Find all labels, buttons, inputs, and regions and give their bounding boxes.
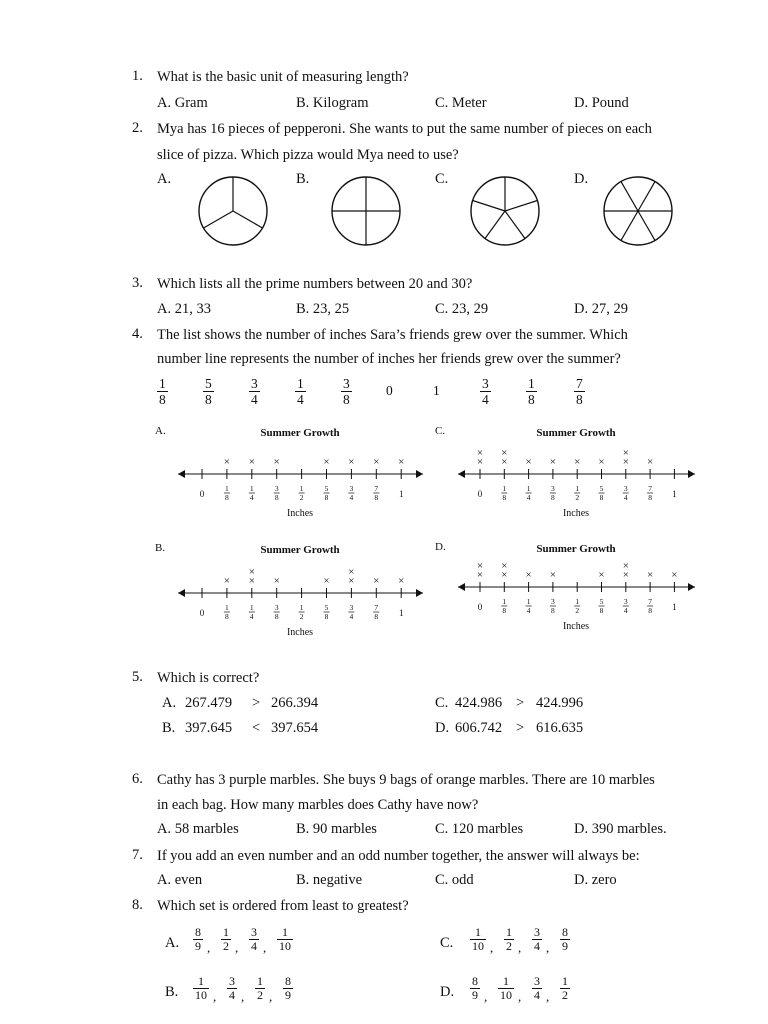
comma-separator: ,: [241, 989, 245, 1004]
tick-label-numerator: 1: [502, 597, 507, 606]
tick-label-numerator: 3: [623, 484, 628, 493]
q4-value: [203, 376, 214, 407]
data-x-mark: ×: [348, 456, 355, 468]
data-x-mark: ×: [348, 566, 355, 578]
comma-separator: ,: [263, 940, 267, 955]
q7-option-c: C. odd: [435, 872, 474, 888]
q7-text: If you add an even number and an odd number together, the answer will always be:: [157, 848, 640, 864]
q8-fraction: [221, 926, 231, 953]
tick-label-numerator: 1: [575, 484, 580, 493]
axis-arrow-left: [458, 470, 465, 478]
denominator: 2: [562, 988, 568, 1002]
pizza-diagrams: [0, 165, 768, 255]
tick-label-numerator: 7: [374, 603, 379, 612]
numerator: 1: [475, 925, 481, 939]
numerator: 8: [562, 925, 568, 939]
axis-arrow-right: [688, 583, 695, 591]
denominator: 4: [229, 988, 235, 1002]
tick-label: 0: [199, 608, 205, 618]
q8-fraction: [498, 975, 514, 1002]
numerator: 3: [229, 974, 235, 988]
tick-label-denominator: 4: [526, 493, 531, 502]
data-x-mark: ×: [671, 569, 678, 581]
q5-option-c-op: >: [516, 695, 525, 711]
tick-label-numerator: 1: [249, 484, 254, 493]
data-x-mark: ×: [323, 575, 330, 587]
q8-fraction: [560, 926, 570, 953]
plot-label: D.: [435, 541, 446, 553]
tick-label-denominator: 4: [349, 493, 354, 502]
tick-label-numerator: 5: [599, 597, 604, 606]
tick-label-numerator: 3: [274, 603, 279, 612]
q8-number: 8.: [132, 897, 143, 913]
tick-label-denominator: 8: [502, 606, 507, 615]
tick-label-denominator: 8: [551, 606, 555, 615]
tick-label-numerator: 1: [225, 484, 229, 493]
q8-fraction: [249, 926, 259, 953]
tick-label-numerator: 7: [648, 484, 652, 493]
denominator: 8: [343, 392, 350, 407]
plot-c: [435, 425, 695, 519]
numerator: 1: [297, 376, 304, 391]
numerator: 1: [503, 974, 509, 988]
tick-label-denominator: 8: [225, 612, 229, 621]
q1-option-c: C. Meter: [435, 95, 487, 111]
data-x-mark: ×: [549, 569, 557, 581]
pizza-a: [199, 177, 267, 245]
tick-label-numerator: 7: [648, 597, 652, 606]
q5-number: 5.: [132, 669, 143, 685]
q5-option-a-right: 266.394: [271, 695, 319, 711]
denominator: 4: [251, 939, 257, 953]
data-x-mark: ×: [525, 569, 532, 581]
q6-option-a: A. 58 marbles: [157, 821, 239, 837]
data-x-mark: ×: [622, 569, 629, 581]
pizza-d: [604, 177, 672, 245]
comma-separator: ,: [269, 989, 273, 1004]
tick-label: 1: [672, 489, 677, 499]
q6-option-c: C. 120 marbles: [435, 821, 524, 837]
tick-label-numerator: 1: [299, 484, 304, 493]
tick-label-denominator: 2: [575, 606, 580, 615]
data-x-mark: ×: [501, 560, 508, 572]
data-x-mark: ×: [476, 560, 484, 572]
numerator: 8: [195, 925, 201, 939]
data-x-mark: ×: [223, 575, 231, 587]
denominator: 4: [297, 392, 304, 407]
q8-fraction: [504, 926, 514, 953]
tick-label-numerator: 5: [324, 603, 329, 612]
data-x-mark: ×: [373, 456, 380, 468]
plot-label: C.: [435, 425, 446, 437]
tick-label: 0: [477, 602, 483, 612]
tick-label: 1: [398, 489, 404, 499]
comma-separator: ,: [213, 989, 217, 1004]
q5-option-b-left: 397.645: [185, 720, 233, 736]
q4-value: [295, 376, 306, 407]
q8-fraction: [193, 926, 203, 953]
pizza-slice-cut: [638, 211, 655, 240]
comma-separator: ,: [546, 989, 550, 1004]
q5-option-b-right: 397.654: [271, 720, 319, 736]
data-x-mark: ×: [476, 447, 484, 459]
numerator: 3: [534, 974, 540, 988]
q8-fraction: [560, 975, 570, 1002]
tick-label: 1: [672, 602, 677, 612]
tick-label-numerator: 1: [526, 597, 531, 606]
data-x-mark: ×: [598, 456, 605, 468]
data-x-mark: ×: [348, 575, 355, 587]
q6-text-line2: in each bag. How many marbles does Cathy have now?: [157, 797, 479, 813]
q6-option-d: D. 390 marbles.: [574, 821, 667, 837]
q7-option-a: A. even: [157, 872, 203, 888]
q7-number: 7.: [132, 847, 143, 863]
tick-label: 1: [398, 608, 404, 618]
q1-number: 1.: [132, 68, 143, 84]
pizza-c: [471, 177, 539, 245]
numerator: 3: [343, 376, 350, 391]
q5-option-d-left: 606.742: [455, 720, 503, 736]
data-x-mark: ×: [398, 456, 405, 468]
q3-option-d: D. 27, 29: [574, 301, 628, 317]
q5-option-d-right: 616.635: [536, 720, 584, 736]
data-x-mark: ×: [501, 447, 508, 459]
q6-number: 6.: [132, 771, 143, 787]
denominator: 2: [506, 939, 512, 953]
axis-label: Inches: [286, 508, 314, 519]
q8-option-b-label: B.: [165, 984, 179, 1000]
q4-value: [157, 376, 168, 407]
numerator: 8: [285, 974, 291, 988]
pizza-b: [332, 177, 400, 245]
tick-label-numerator: 3: [551, 484, 555, 493]
q4-value: [249, 376, 260, 407]
q8-option-c-label: C.: [440, 935, 454, 951]
numerator: 3: [251, 925, 257, 939]
pizza-slice-cut: [621, 182, 638, 211]
plot-d: [435, 541, 695, 632]
comma-separator: ,: [235, 940, 239, 955]
q8-fraction: [227, 975, 237, 1002]
numerator: 1: [506, 925, 512, 939]
tick-label-denominator: 2: [299, 493, 304, 502]
data-x-mark: ×: [323, 456, 330, 468]
plot-title: Summer Growth: [260, 427, 340, 439]
denominator: 10: [472, 939, 484, 953]
data-x-mark: ×: [248, 575, 255, 587]
data-x-mark: ×: [398, 575, 405, 587]
q1-text: What is the basic unit of measuring length?: [157, 69, 409, 85]
q4-text-line1: The list shows the number of inches Sara’s friends grew over the summer. Which: [157, 327, 628, 343]
q7-option-b: B. negative: [296, 872, 363, 888]
data-x-mark: ×: [525, 456, 532, 468]
tick-label-denominator: 8: [648, 606, 652, 615]
tick-label-numerator: 3: [274, 484, 279, 493]
denominator: 2: [257, 988, 263, 1002]
tick-label-denominator: 8: [324, 612, 329, 621]
q8-fraction: [277, 926, 293, 953]
data-x-mark: ×: [273, 456, 280, 468]
q5-option-d-label: D.: [435, 720, 450, 736]
denominator: 8: [159, 392, 166, 407]
q8-option-a-label: A.: [165, 935, 180, 951]
q3-option-c: C. 23, 29: [435, 301, 489, 317]
data-x-mark: ×: [646, 456, 654, 468]
tick-label-denominator: 2: [575, 493, 580, 502]
axis-arrow-left: [178, 589, 185, 597]
tick-label-numerator: 1: [526, 484, 531, 493]
data-x-mark: ×: [273, 575, 280, 587]
tick-label-numerator: 1: [502, 484, 507, 493]
q8-fraction: [193, 975, 209, 1002]
q5-option-a-op: >: [252, 695, 261, 711]
q1-option-a: A. Gram: [157, 95, 208, 111]
q8-text: Which set is ordered from least to greatest?: [157, 898, 409, 914]
q7-option-d: D. zero: [574, 872, 617, 888]
comma-separator: ,: [518, 989, 522, 1004]
data-x-mark: ×: [223, 456, 231, 468]
q1-option-d: D. Pound: [574, 95, 629, 111]
q8-fraction: [470, 926, 486, 953]
q4-value: [574, 376, 585, 407]
tick-label-denominator: 4: [623, 493, 628, 502]
q8-fraction: [532, 926, 542, 953]
plot-label: A.: [155, 425, 166, 437]
q5-option-c-left: 424.986: [455, 695, 503, 711]
data-x-mark: ×: [476, 456, 484, 468]
axis-arrow-right: [688, 470, 695, 478]
q5-text: Which is correct?: [157, 670, 260, 686]
plot-title: Summer Growth: [536, 427, 616, 439]
tick-label-denominator: 4: [249, 612, 254, 621]
q4-value: [480, 376, 491, 407]
q2-text-line2: slice of pizza. Which pizza would Mya need to use?: [157, 147, 459, 163]
q3-option-b: B. 23, 25: [296, 301, 350, 317]
denominator: 8: [205, 392, 212, 407]
plot-title: Summer Growth: [536, 543, 616, 555]
numerator: 1: [159, 376, 166, 391]
tick-label-denominator: 8: [551, 493, 555, 502]
q6-option-b: B. 90 marbles: [296, 821, 377, 837]
tick-label-numerator: 5: [599, 484, 604, 493]
tick-label-denominator: 8: [502, 493, 507, 502]
tick-label-denominator: 8: [599, 493, 604, 502]
numerator: 3: [482, 376, 489, 391]
denominator: 4: [534, 939, 540, 953]
numerator: 5: [205, 376, 212, 391]
tick-label-denominator: 8: [274, 612, 279, 621]
q8-option-d-label: D.: [440, 984, 455, 1000]
data-x-mark: ×: [646, 569, 654, 581]
q8-fraction: [255, 975, 265, 1002]
numerator: 8: [472, 974, 478, 988]
q5-option-a-label: A.: [162, 695, 177, 711]
q2-text-line1: Mya has 16 pieces of pepperoni. She wants to put the same number of pieces on each: [157, 121, 652, 137]
tick-label: 0: [199, 489, 205, 499]
data-x-mark: ×: [476, 569, 484, 581]
data-x-mark: ×: [549, 456, 557, 468]
axis-arrow-right: [416, 589, 423, 597]
data-x-mark: ×: [574, 456, 581, 468]
axis-arrow-right: [416, 470, 423, 478]
tick-label-numerator: 1: [249, 603, 254, 612]
tick-label-denominator: 4: [349, 612, 354, 621]
plot-b: [155, 542, 423, 638]
axis-label: Inches: [286, 627, 314, 638]
tick-label-denominator: 8: [274, 493, 279, 502]
denominator: 4: [251, 392, 258, 407]
pizza-slice-cut: [233, 211, 262, 228]
tick-label-numerator: 5: [324, 484, 329, 493]
numerator: 1: [562, 974, 568, 988]
pizza-slice-cut: [485, 211, 505, 239]
tick-label-numerator: 1: [225, 603, 229, 612]
comma-separator: ,: [546, 940, 550, 955]
q2-label-a: A.: [157, 171, 172, 187]
q5-option-d-op: >: [516, 720, 525, 736]
q4-number: 4.: [132, 326, 143, 342]
comma-separator: ,: [484, 989, 488, 1004]
q4-value: 1: [433, 383, 440, 398]
tick-label-denominator: 8: [374, 493, 379, 502]
data-x-mark: ×: [622, 456, 629, 468]
q8-fraction: [470, 975, 480, 1002]
plot-label: B.: [155, 542, 166, 554]
q4-value: [341, 376, 352, 407]
q3-option-a: A. 21, 33: [157, 301, 211, 317]
q8-fraction: [283, 975, 293, 1002]
q4-value: 0: [386, 383, 393, 398]
plot-title: Summer Growth: [260, 544, 340, 556]
data-x-mark: ×: [501, 456, 508, 468]
denominator: 8: [576, 392, 583, 407]
q4-text-line2: number line represents the number of inches her friends grew over the summer?: [157, 351, 621, 367]
numerator: 3: [534, 925, 540, 939]
numerator: 1: [257, 974, 263, 988]
data-x-mark: ×: [248, 566, 255, 578]
data-x-mark: ×: [248, 456, 255, 468]
tick-label-numerator: 3: [349, 484, 354, 493]
q3-number: 3.: [132, 275, 143, 291]
tick-label-denominator: 8: [324, 493, 329, 502]
denominator: 9: [472, 988, 478, 1002]
q8-fraction: [532, 975, 542, 1002]
denominator: 10: [195, 988, 207, 1002]
tick-label-denominator: 2: [299, 612, 304, 621]
q2-label-d: D.: [574, 171, 589, 187]
data-x-mark: ×: [501, 569, 508, 581]
tick-label-denominator: 4: [623, 606, 628, 615]
tick-label-numerator: 7: [374, 484, 379, 493]
data-x-mark: ×: [622, 447, 629, 459]
axis-arrow-left: [178, 470, 185, 478]
data-x-mark: ×: [622, 560, 629, 572]
tick-label-numerator: 1: [575, 597, 580, 606]
tick-label-denominator: 4: [526, 606, 531, 615]
pizza-slice-cut: [621, 211, 638, 240]
pizza-slice-cut: [638, 182, 655, 211]
plot-a: [155, 425, 423, 519]
q6-text-line1: Cathy has 3 purple marbles. She buys 9 bags of orange marbles. There are 10 marbles: [157, 772, 655, 788]
numerator: 1: [223, 925, 229, 939]
q5-option-a-left: 267.479: [185, 695, 233, 711]
q5-option-c-right: 424.996: [536, 695, 584, 711]
axis-label: Inches: [562, 621, 590, 632]
data-x-mark: ×: [373, 575, 380, 587]
data-x-mark: ×: [598, 569, 605, 581]
q5-option-b-label: B.: [162, 720, 176, 736]
q2-number: 2.: [132, 120, 143, 136]
comma-separator: ,: [518, 940, 522, 955]
numerator: 1: [282, 925, 288, 939]
numerator: 1: [198, 974, 204, 988]
denominator: 10: [279, 939, 291, 953]
axis-label: Inches: [562, 508, 590, 519]
tick-label-denominator: 8: [648, 493, 652, 502]
tick-label-numerator: 3: [349, 603, 354, 612]
tick-label-numerator: 3: [551, 597, 555, 606]
pizza-slice-cut: [473, 200, 505, 211]
denominator: 10: [500, 988, 512, 1002]
denominator: 4: [534, 988, 540, 1002]
numerator: 3: [251, 376, 258, 391]
q5-option-b-op: <: [252, 720, 261, 736]
tick-label-denominator: 8: [599, 606, 604, 615]
q2-label-b: B.: [296, 171, 310, 187]
pizza-slice-cut: [505, 200, 537, 211]
tick-label-denominator: 8: [374, 612, 379, 621]
denominator: 9: [562, 939, 568, 953]
denominator: 9: [285, 988, 291, 1002]
comma-separator: ,: [207, 940, 211, 955]
denominator: 8: [528, 392, 535, 407]
axis-arrow-left: [458, 583, 465, 591]
denominator: 2: [223, 939, 229, 953]
denominator: 4: [482, 392, 489, 407]
numerator: 1: [528, 376, 535, 391]
q5-option-c-label: C.: [435, 695, 449, 711]
pizza-slice-cut: [505, 211, 525, 239]
tick-label-denominator: 4: [249, 493, 254, 502]
number-line-plots: [0, 420, 768, 640]
numerator: 7: [576, 376, 583, 391]
q1-option-b: B. Kilogram: [296, 95, 369, 111]
tick-label-numerator: 1: [299, 603, 304, 612]
q2-label-c: C.: [435, 171, 449, 187]
pizza-slice-cut: [204, 211, 233, 228]
tick-label-denominator: 8: [225, 493, 229, 502]
tick-label: 0: [477, 489, 483, 499]
denominator: 9: [195, 939, 201, 953]
comma-separator: ,: [490, 940, 494, 955]
q3-text: Which lists all the prime numbers between 20 and 30?: [157, 276, 473, 292]
q4-value: [526, 376, 537, 407]
tick-label-numerator: 3: [623, 597, 628, 606]
